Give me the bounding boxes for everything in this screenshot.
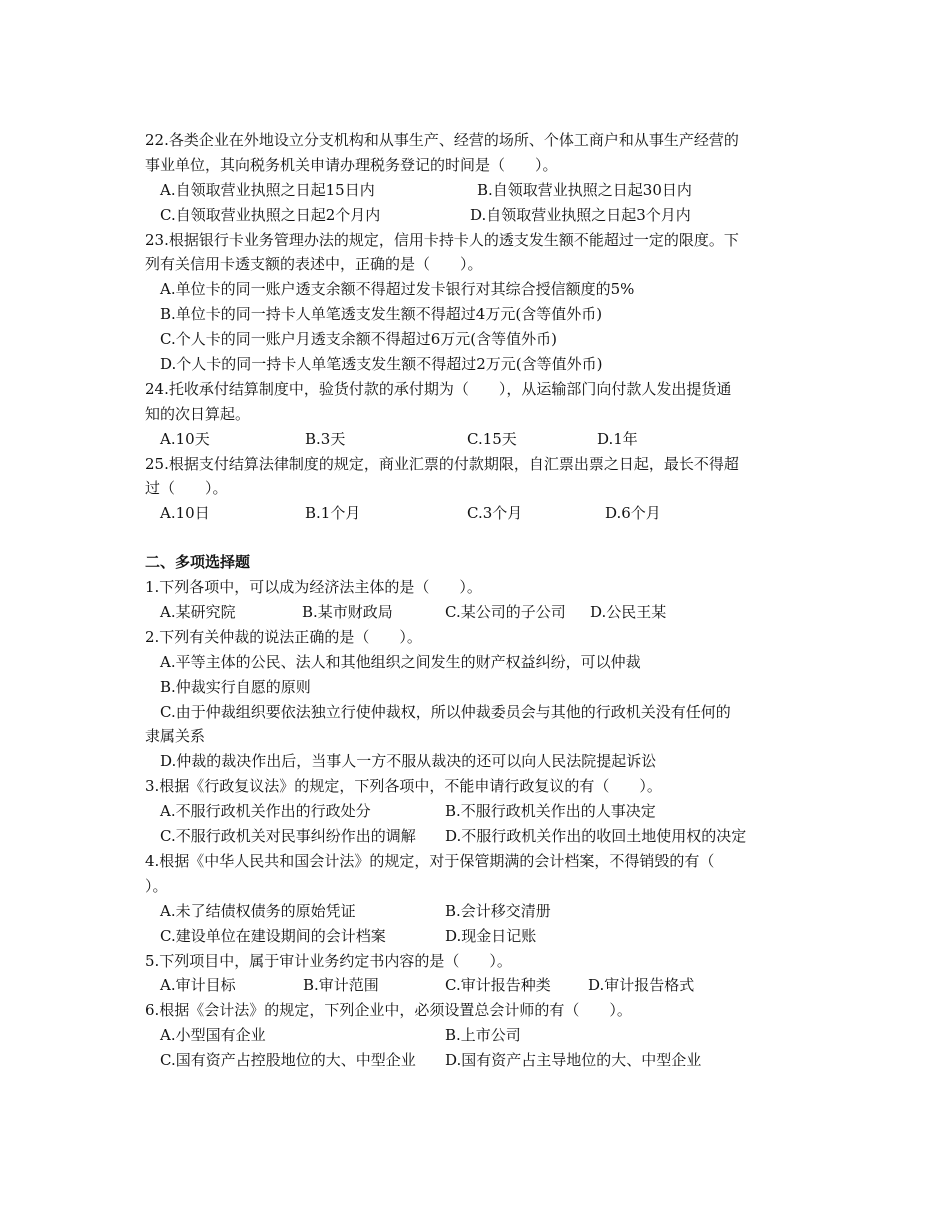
option-row <box>145 924 810 949</box>
option-row <box>145 899 810 924</box>
option-c: C.审计报告种类 <box>445 976 551 995</box>
stem-text: 知的次日算起。 <box>145 404 251 423</box>
question-stem-line <box>145 849 810 874</box>
option-d: D.个人卡的同一持卡人单笔透支发生额不得超过2万元(含等值外币) <box>160 355 603 374</box>
option-row <box>145 427 810 452</box>
option-d: D.公民王某 <box>590 603 667 622</box>
option-b: B.某市财政局 <box>302 603 393 622</box>
question-stem-line <box>145 874 810 899</box>
option-c: C.个人卡的同一账户月透支余额不得超过6万元(含等值外币) <box>160 330 557 349</box>
question-stem-line <box>145 949 810 974</box>
question-stem-line <box>145 402 810 427</box>
stem-text: 3.根据《行政复议法》的规定，下列各项中，不能申请行政复议的有（ ）。 <box>145 777 662 796</box>
stem-text: 1.下列各项中，可以成为经济法主体的是（ ）。 <box>145 578 482 597</box>
section-title: 二、多项选择题 <box>145 553 251 572</box>
option-row <box>145 178 810 203</box>
option-d: D.不服行政机关作出的收回土地使用权的决定 <box>445 827 747 846</box>
stem-text: 24.托收承付结算制度中，验货付款的承付期为（ ），从运输部门向付款人发出提货通 <box>145 379 732 398</box>
option-row <box>145 600 810 625</box>
option-row <box>145 799 810 824</box>
option-b: B.1个月 <box>305 504 361 523</box>
continuation-text: 隶属关系 <box>145 727 206 746</box>
option-a: A.小型国有企业 <box>160 1026 266 1045</box>
option-a: A.不服行政机关作出的行政处分 <box>160 802 371 821</box>
option-d: D.仲裁的裁决作出后，当事人一方不服从裁决的还可以向人民法院提起诉讼 <box>160 752 657 771</box>
option-a: A.某研究院 <box>160 603 236 622</box>
option-d: D.自领取营业执照之日起3个月内 <box>470 205 691 224</box>
question-stem-line <box>145 575 810 600</box>
question-stem-line <box>145 998 810 1023</box>
stem-text: 25.根据支付结算法律制度的规定，商业汇票的付款期限，自汇票出票之日起，最长不得超 <box>145 454 739 473</box>
stem-text: 6.根据《会计法》的规定，下列企业中，必须设置总会计师的有（ ）。 <box>145 1001 632 1020</box>
stem-text: 23.根据银行卡业务管理办法的规定，信用卡持卡人的透支发生额不能超过一定的限度。下 <box>145 230 739 249</box>
option-d: D.审计报告格式 <box>588 976 695 995</box>
option-a: A.未了结债权债务的原始凭证 <box>160 901 356 920</box>
option-row <box>145 352 810 377</box>
option-row <box>145 675 810 700</box>
option-b: B.不服行政机关作出的人事决定 <box>445 802 656 821</box>
option-continuation <box>145 724 810 749</box>
stem-text: 列有关信用卡透支额的表述中，正确的是（ ）。 <box>145 255 483 274</box>
option-c: C.3个月 <box>467 504 523 523</box>
question-stem-line <box>145 128 810 153</box>
stem-text: 5.下列项目中，属于审计业务约定书内容的是（ ）。 <box>145 951 512 970</box>
option-row <box>145 1023 810 1048</box>
option-c: C.建设单位在建设期间的会计档案 <box>160 926 386 945</box>
stem-text: 22.各类企业在外地设立分支机构和从事生产、经营的场所、个体工商户和从事生产经营的 <box>145 131 739 149</box>
option-row <box>145 277 810 302</box>
stem-text: 4.根据《中华人民共和国会计法》的规定，对于保管期满的会计档案，不得销毁的有（ <box>145 851 715 870</box>
option-row <box>145 824 810 849</box>
stem-text: 过（ ）。 <box>145 479 228 498</box>
option-b: B.单位卡的同一持卡人单笔透支发生额不得超过4万元(含等值外币) <box>160 305 603 324</box>
question-stem-line <box>145 774 810 799</box>
option-row <box>145 203 810 228</box>
option-a: A.平等主体的公民、法人和其他组织之间发生的财产权益纠纷，可以仲裁 <box>160 652 641 671</box>
option-row <box>145 1048 810 1073</box>
option-b: B.上市公司 <box>445 1026 521 1045</box>
option-c: C.由于仲裁组织要依法独立行使仲裁权，所以仲裁委员会与其他的行政机关没有任何的 <box>160 702 731 721</box>
option-b: B.自领取营业执照之日起30日内 <box>477 180 692 199</box>
option-row <box>145 650 810 675</box>
option-d: D.现金日记账 <box>445 926 537 945</box>
question-stem-line <box>145 252 810 277</box>
option-d: D.6个月 <box>605 504 661 523</box>
option-d: D.国有资产占主导地位的大、中型企业 <box>445 1051 702 1070</box>
option-d: D.1年 <box>597 429 638 448</box>
option-c: C.自领取营业执照之日起2个月内 <box>160 205 381 224</box>
stem-text: ）。 <box>145 876 168 895</box>
option-row <box>145 327 810 352</box>
option-b: B.3天 <box>305 429 346 448</box>
stem-text: 2.下列有关仲裁的说法正确的是（ ）。 <box>145 627 422 646</box>
option-b: B.仲裁实行自愿的原则 <box>160 677 311 696</box>
option-c: C.15天 <box>467 429 517 448</box>
option-row <box>145 749 810 774</box>
question-stem-line <box>145 625 810 650</box>
option-b: B.审计范围 <box>303 976 379 995</box>
option-row <box>145 973 810 998</box>
question-stem-line <box>145 377 810 402</box>
option-row <box>145 501 810 526</box>
page-content <box>145 128 810 1073</box>
option-a: A.10天 <box>160 429 210 448</box>
option-c: C.不服行政机关对民事纠纷作出的调解 <box>160 827 416 846</box>
option-a: A.10日 <box>160 504 210 523</box>
option-b: B.会计移交清册 <box>445 901 551 920</box>
question-stem-line <box>145 476 810 501</box>
section-spacer <box>145 526 810 550</box>
question-stem-line <box>145 452 810 477</box>
option-c: C.国有资产占控股地位的大、中型企业 <box>160 1051 416 1070</box>
option-c: C.某公司的子公司 <box>445 603 566 622</box>
stem-text: 事业单位，其向税务机关申请办理税务登记的时间是（ ）。 <box>145 155 558 174</box>
question-stem-line <box>145 153 810 178</box>
option-a: A.单位卡的同一账户透支余额不得超过发卡银行对其综合授信额度的5% <box>160 280 635 299</box>
question-stem-line <box>145 228 810 253</box>
option-a: A.审计目标 <box>160 976 236 995</box>
option-row <box>145 302 810 327</box>
option-row <box>145 700 810 725</box>
option-a: A.自领取营业执照之日起15日内 <box>160 180 375 199</box>
